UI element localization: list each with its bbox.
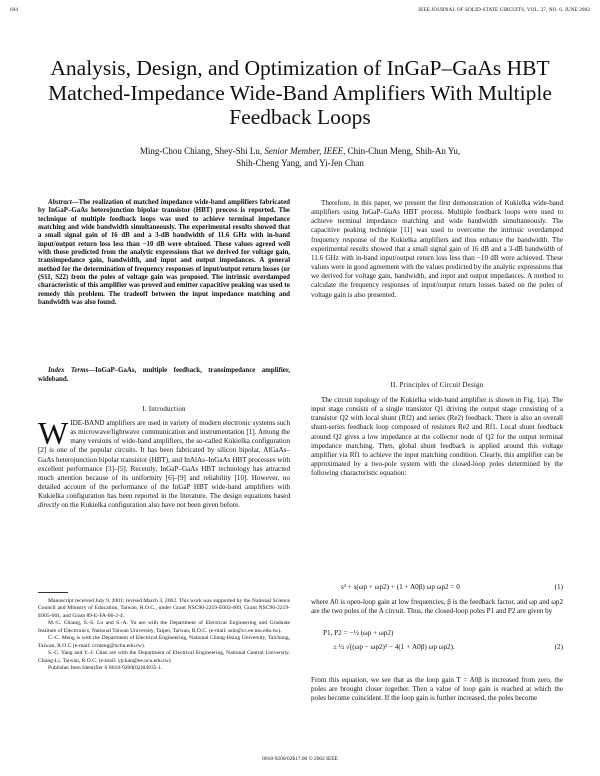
section-heading-introduction: I. Introduction (142, 405, 186, 413)
loop-gain-text: From this equation, we see that as the loop gain T = A0β is increased from zero, the poles are brought closer together. Then a value of loop gain is reached at which the poles become coincident. If the loop gain is further increased, the poles become (311, 676, 563, 703)
intro-text: IDE-BAND amplifiers are used in variety of modern electronic systems such as microwave/lightwave communication and instrumentation [1]. Among the many versions of wide-band amplifiers, the so-called Kukielka configuration [2] is one of the popular circuits. It has been fabricated by silicon bipolar, AlGaAs–GaAs heterojunction bipolar transistor (HBT), and InAlAs–InGaAs HBT processes with excellent performance [3]–[5]. Recently, InGaP–GaAs HBT technology has attracted much attention because of its uniformity [6]–[9] and reliability [10]. However, no detailed account of the performance of the InGaP HBT wide-band amplifiers with Kukielka configuration has been reported in the literature. The design equations based (38, 419, 290, 501)
drop-cap: W (38, 415, 69, 451)
section-heading-circuit-design: II. Principles of Circuit Design (390, 381, 484, 389)
authors-part-a: Ming-Chou Chiang, Shey-Shi Lu, (139, 146, 263, 156)
footnote: Publisher Item Identifier S 0018-9200(02)04935-1. (48, 665, 163, 672)
equation-1-body: s² + s(ωp + ωp2) + (1 + A0β) ωp ωp2 = 0 (341, 583, 460, 591)
index-terms-text: InGaP–GaAs, multiple feedback, transimpedance amplifier, wideband. (38, 367, 290, 383)
equation-2-line-1: P1, P2 = −½ (ωp + ωp2) (323, 629, 394, 637)
copyright-footer: 0018-9200/02$17.00 © 2002 IEEE (262, 756, 338, 762)
right-intro-text: Therefore, in this paper, we present the first demonstration of Kukielka wide-band amplifiers using InGaP–GaAs HBT process. Multiple feedback loops were used to achieve terminal impedance matching and wide bandwidth simultaneously. The capacitive peaking technique [11] was used to overcome the intrinsic overdamped frequency response of the Kukielka amplifiers and thus enhance the bandwidth. The experimental results showed that a small signal gain of 16 dB and a 3-dB bandwidth of 11.6 GHz with in-band input/output return loss less than −10 dB were achieved. These values were in good agreement with the values predicted by the analytic expressions that we derived for voltage gain, bandwidth, and input and output impedances. A method to calculate the frequency responses of input/output return losses based on the poles of voltage gain is also presented. (311, 199, 563, 299)
intro-text-end: on the Kukielka configuration also have not been given before. (61, 501, 241, 510)
equation-explanation (311, 598, 563, 616)
abstract (38, 199, 290, 307)
right-intro-paragraph (311, 199, 563, 300)
footnote: Manuscript received July 9, 2001; revised March 3, 2002. This work was supported by the National Science Council and Ministry of Education, Taiwan, R.O.C., under Grant NSC90-2219-E002-009, Grant NSC90-2219-E005-001, and Grant 89-E-FA-06-2-4. (38, 598, 290, 619)
introduction-paragraph (38, 415, 290, 511)
authors-part-b: Chin-Chun Meng, Shih-An Yu, (347, 146, 461, 156)
footnotes (38, 598, 290, 673)
abstract-label: Abstract— (48, 199, 79, 206)
page-number: 694 (10, 7, 19, 13)
footnote: M.-C. Chiang, S.-S. Lu and S.-A. Yu are with the Department of Electrical Engineering and Graduate Institute of Electronics, National Taiwan University, Taipei, Taiwan, R.O.C. (e-mail: sslu@cc.ee.ntu.edu.tw). (38, 620, 290, 634)
equation-2-line-2: ± ½ √((ωp − ωp2)² − 4(1 + A0β) ωp ωp2). (333, 643, 455, 651)
footnote: C.-C. Meng is with the Department of Electrical Engineering, National Chung-Hsing University, Taichung, Taiwan, R.O.C (e-mail: ccmeng@nchu.edu.tw). (38, 635, 290, 649)
journal-name: IEEE JOURNAL OF SOLID-STATE CIRCUITS, VOL. 37, NO. 6, JUNE 2002 (418, 7, 590, 13)
authors-line-2: Shih-Cheng Yang, and Yi-Jen Chan (236, 157, 364, 168)
footnote-rule (38, 592, 68, 593)
circuit-design-text: The circuit topology of the Kukielka wide-band amplifier is shown in Fig. 1(a). The input stage consists of a single transistor Q1 driving the output stage consisting of a transistor Q2 with local shunt (Rf2) and series (Re2) feedback. There is also an overall shunt-series feedback loop composed of resistors Re2 and Rf1. Local shunt feedback around Q2 gives a low impedance at the collector node of Q2 for the output terminal impedance matching. Then, global shunt feedback is applied around this voltage amplifier via Rf1 to achieve the input matching condition. Clearly, this amplifier can be approximated by a two-pole system with the closed-loop poles determined by the following characteristic equation: (311, 396, 563, 478)
paper-title: Analysis, Design, and Optimization of InGaP–GaAs HBT Matched-Impedance Wide-Band Amplifiers With Multiple Feedback Loops (48, 56, 552, 129)
intro-emphasis: directly (38, 501, 60, 510)
equation-1-number: (1) (554, 583, 563, 591)
abstract-text: The realization of matched impedance wide-band amplifiers fabricated by InGaP–GaAs heterojunction bipolar transistor (HBT) process is reported. The technique of multiple feedback loops was used to achieve terminal impedance matching and wide bandwidth simultaneously. The experimental results showed that a small signal gain of 16 dB and a 3-dB bandwidth of 11.6 GHz with in-band input/output return loss less than −10 dB were obtained. These values agreed well with those predicted from the analytic expressions that we derived for voltage gain, transimpedance gain, bandwidth, and input and output impedances. A general method for the determination of frequency responses of input/output return losses (or (S11, S22) from the poles of voltage gain was proposed. The intrinsic overdamped characteristic of this amplifier was proved and emitter capacitive peaking was used to remedy this problem. The tradeoff between the input impedance matching and bandwidth was also found. (38, 199, 290, 307)
equation-explanation-text: where A0 is open-loop gain at low frequencies, β is the feedback factor, and ωp and ωp2 are the two poles of the A circuit. Thus, the closed-loop poles P1 and P2 are given by (311, 598, 563, 616)
loop-gain-paragraph (311, 676, 563, 703)
circuit-design-paragraph (311, 396, 563, 478)
author-list (80, 146, 520, 169)
footnote: S.-C. Yang and Y.-J. Chan are with the Department of Electrical Engineering, National Central University, Chung-Li, Taiwan, R.O.C. (e-mail: yjchan@ee.ncu.edu.tw). (38, 650, 290, 664)
index-terms-label: Index Terms— (48, 367, 96, 374)
index-terms (38, 367, 290, 384)
author-membership: Senior Member, IEEE, (264, 146, 346, 156)
equation-2-number: (2) (554, 643, 563, 651)
